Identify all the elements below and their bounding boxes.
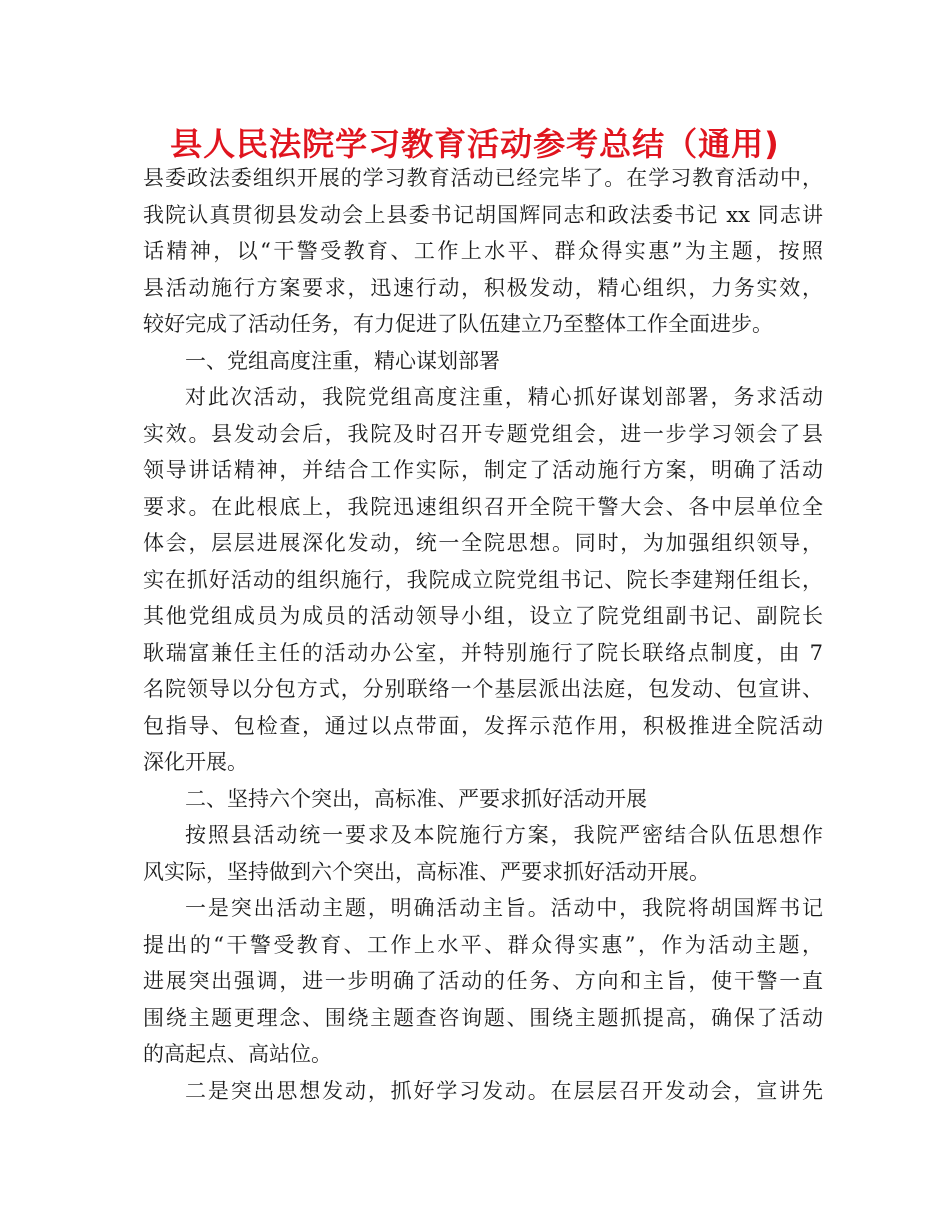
- text-line: 的高起点、高站位。: [143, 1042, 332, 1066]
- text-line: 话精神，以“干警受教育、工作上水平、群众得实惠”为主题，按照: [143, 239, 823, 263]
- text-line: 较好完成了活动任务，有力促进了队伍建立乃至整体工作全面进步。: [143, 312, 773, 336]
- text-line: 二是突出思想发动，抓好学习发动。在层层召开发动会，宣讲先: [185, 1078, 823, 1103]
- text-line: 体会，层层进展深化发动，统一全院思想。同时，为加强组织领导，: [143, 531, 823, 555]
- text-line: 耿瑞富兼任主任的活动办公室，并特别施行了院长联络点制度，由 7: [143, 640, 823, 665]
- text-line: 名院领导以分包方式，分别联络一个基层派出法庭，包发动、包宣讲、: [143, 677, 823, 701]
- text-line: 其他党组成员为成员的活动领导小组，设立了院党组副书记、副院长: [143, 604, 823, 628]
- text-line: 县委政法委组织开展的学习教育活动已经完毕了。在学习教育活动中，: [143, 166, 823, 190]
- text-line: 实效。县发动会后，我院及时召开专题党组会，进一步学习领会了县: [143, 421, 823, 446]
- text-line: 对此次活动，我院党组高度注重，精心抓好谋划部署，务求活动: [185, 385, 823, 409]
- text-line: 进展突出强调，进一步明确了活动的任务、方向和主旨，使干警一直: [143, 969, 823, 993]
- text-line: 风实际，坚持做到六个突出，高标准、严要求抓好活动开展。: [143, 859, 710, 884]
- text-line: 二、坚持六个突出，高标准、严要求抓好活动开展: [185, 786, 647, 811]
- text-line: 包指导、包检查，通过以点带面，发挥示范作用，积极推进全院活动: [143, 713, 823, 738]
- text-line: 我院认真贯彻县发动会上县委书记胡国辉同志和政法委书记 xx 同志讲: [143, 202, 823, 227]
- text-line: 一、党组高度注重，精心谋划部署: [185, 348, 500, 373]
- text-line: 领导讲话精神，并结合工作实际，制定了活动施行方案，明确了活动: [143, 458, 823, 482]
- text-line: 按照县活动统一要求及本院施行方案，我院严密结合队伍思想作: [185, 823, 823, 847]
- document-body: [143, 160, 823, 1109]
- document-title: 县人民法院学习教育活动参考总结（通用): [170, 125, 780, 163]
- text-line: 围绕主题更理念、围绕主题查咨询题、围绕主题抓提高，确保了活动: [143, 1005, 823, 1030]
- text-line: 要求。在此根底上，我院迅速组织召开全院干警大会、各中层单位全: [143, 494, 823, 519]
- text-line: 县活动施行方案要求，迅速行动，积极发动，精心组织，力务实效，: [143, 275, 823, 300]
- text-line: 一是突出活动主题，明确活动主旨。活动中，我院将胡国辉书记: [185, 896, 823, 920]
- text-line: 实在抓好活动的组织施行，我院成立院党组书记、院长李建翔任组长，: [143, 567, 823, 592]
- text-line: 深化开展。: [143, 750, 248, 774]
- text-line: 提出的“干警受教育、工作上水平、群众得实惠”，作为活动主题，: [143, 932, 823, 957]
